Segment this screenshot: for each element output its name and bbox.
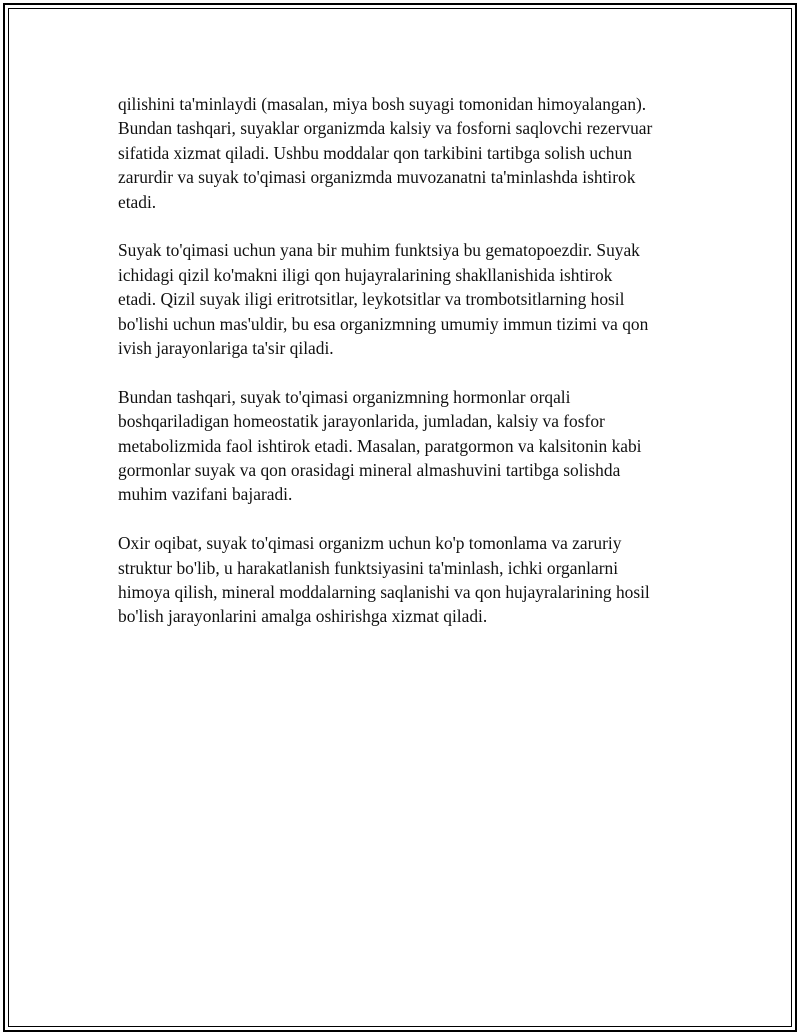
document-body	[118, 92, 698, 653]
paragraph-4: Oxir oqibat, suyak to'qimasi organizm uchun ko'p tomonlama va zaruriy struktur bo'lib, u harakatlanish funktsiyasini ta'minlash, ichki organlarni himoya qilish, mineral moddalarning saqlanishi va qon hujayralarining hosil bo'lish jarayonlarini amalga oshirishga xizmat qiladi.	[118, 533, 650, 627]
paragraph-3: Bundan tashqari, suyak to'qimasi organizmning hormonlar orqali boshqariladigan homeostatik jarayonlarida, jumladan, kalsiy va fosfor metabolizmida faol ishtirok etadi. Masalan, paratgormon va kalsitonin kabi gormonlar suyak va qon orasidagi mineral almashuvini tartibga solishda muhim vazifani bajaradi.	[118, 386, 642, 505]
paragraph-1: qilishini ta'minlaydi (masalan, miya bosh suyagi tomonidan himoyalangan). Bundan tashqari, suyaklar organizmda kalsiy va fosforni saqlovchi rezervuar sifatida xizmat qiladi. Ushbu moddalar qon tarkibini tartibga solish uchun zarurdir va suyak to'qimasi organizmda muvozanatni ta'minlashda ishtirok etadi.	[118, 94, 653, 212]
paragraph-2: Suyak to'qimasi uchun yana bir muhim funktsiya bu gematopoezdir. Suyak ichidagi qizil ko'makni iligi qon hujayralarining shakllanishida ishtirok etadi. Qizil suyak iligi eritrotsitlar, leykotsitlar va trombotsitlarning hosil bo'lishi uchun mas'uldir, bu esa organizmning umumiy immun tizimi va qon ivish jarayonlariga ta'sir qiladi.	[118, 240, 649, 359]
